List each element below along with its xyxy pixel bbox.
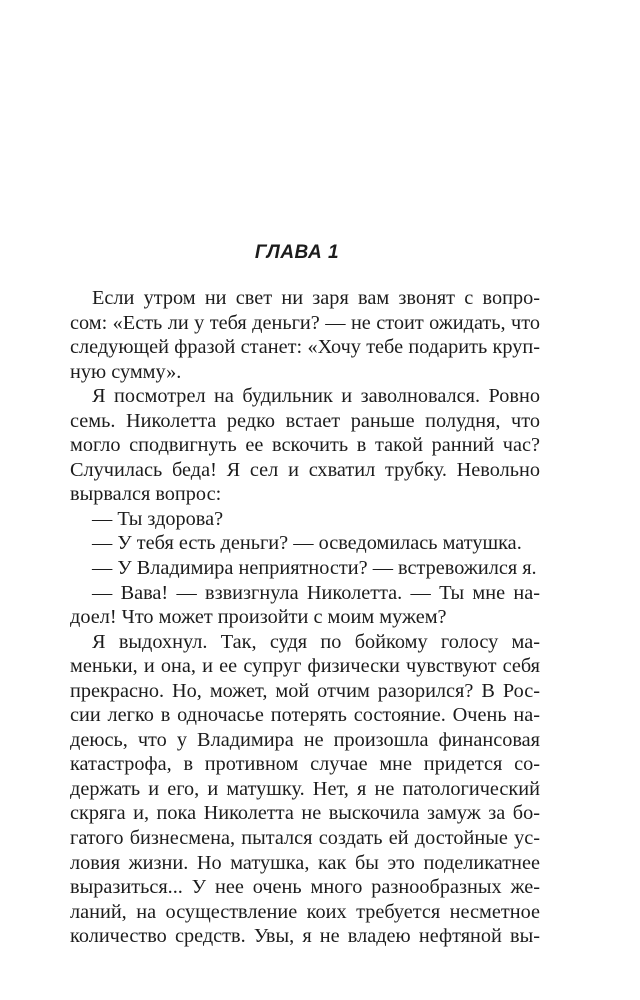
text-line: катастрофа, в противном случае мне придется со- bbox=[70, 753, 540, 776]
text-line: гатого бизнесмена, пытался создать ей достойные ус- bbox=[70, 827, 540, 850]
text-line: семь. Николетта редко встает раньше полудня, что bbox=[70, 409, 540, 432]
text-line: ловия жизни. Но матушка, как бы это поделикатнее bbox=[70, 851, 540, 874]
text-line: могло сподвигнуть ее вскочить в такой ранний час? bbox=[70, 434, 540, 457]
text-line: выразиться... У нее очень много разнообразных же- bbox=[70, 876, 540, 899]
text-line: ную сумму». bbox=[70, 360, 182, 383]
text-line: меньки, и она, и ее супруг физически чувствуют себя bbox=[70, 655, 540, 678]
text-line: скряга и, пока Николетта не выскочила замуж за бо- bbox=[70, 802, 540, 825]
text-line: Я выдохнул. Так, судя по бойкому голосу ма- bbox=[92, 630, 540, 653]
chapter-title: ГЛАВА 1 bbox=[254, 242, 340, 263]
chapter-body-text bbox=[70, 286, 540, 949]
text-line: следующей фразой станет: «Хочу тебе подарить круп- bbox=[70, 336, 540, 359]
text-line: Если утром ни свет ни заря вам звонят с вопро- bbox=[92, 287, 540, 309]
text-line: Случилась беда! Я сел и схватил трубку. Невольно bbox=[70, 458, 540, 481]
text-line: — У тебя есть деньги? — осведомилась матушка. bbox=[92, 532, 522, 555]
text-line: количество средств. Увы, я не владею нефтяной вы- bbox=[70, 925, 540, 948]
text-line: прекрасно. Но, может, мой отчим разорился? В Рос- bbox=[70, 679, 540, 702]
text-line: — Ты здорова? bbox=[92, 507, 224, 530]
text-line: Я посмотрел на будильник и заволновался. Ровно bbox=[92, 385, 540, 408]
text-line: сом: «Есть ли у тебя деньги? — не стоит ожидать, что bbox=[70, 311, 540, 334]
text-line: сии легко в одночасье потерять состояние. Очень на- bbox=[70, 704, 540, 727]
text-line: — У Владимира неприятности? — встревожился я. bbox=[92, 557, 537, 580]
text-line: деюсь, что у Владимира не произошла финансовая bbox=[70, 728, 540, 751]
text-line: ланий, на осуществление коих требуется несметное bbox=[70, 900, 540, 923]
text-line: — Вава! — взвизгнула Николетта. — Ты мне на- bbox=[92, 581, 540, 604]
text-line: вырвался вопрос: bbox=[70, 483, 222, 506]
text-line: держать и его, и матушку. Нет, я не патологический bbox=[70, 777, 540, 800]
text-line: доел! Что может произойти с моим мужем? bbox=[70, 606, 447, 629]
